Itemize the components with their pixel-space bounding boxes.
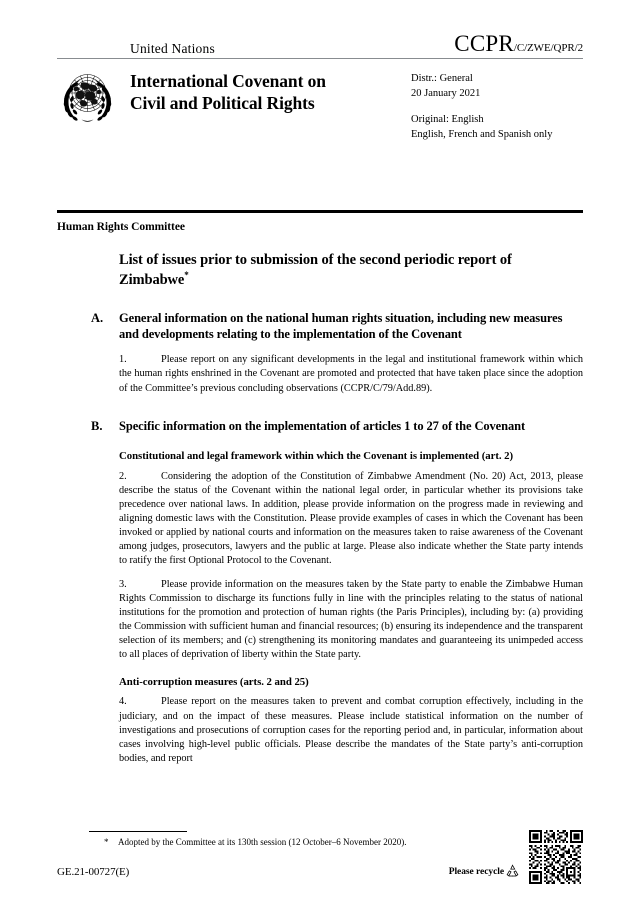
distribution-block: [411, 66, 583, 143]
section-b: [91, 418, 583, 435]
document-symbol-suffix: /C/ZWE/QPR/2: [513, 42, 583, 54]
page-title: [119, 251, 583, 290]
section-a-letter: A.: [91, 310, 104, 325]
page-title-text: List of issues prior to submission of the second periodic report of Zimbabwe: [119, 252, 512, 288]
paragraph-2-text: Considering the adoption of the Constitution of Zimbabwe Amendment (No. 20) Act, 2013, please describe the status of the Covenant within the national legal order, in particular whether its provisions take precedence over national laws. In addition, please provide information on the progress made in reviewing and aligning domestic laws with the Constitution. Please provide examples of cases in which the Covenant has been invoked or applied by national courts and information on the measures taken to raise awareness of the Covenant among judges, prosecutors, lawyers and the public at large. Please also indicate whether the State party intends to ratify the first Optional Protocol to the Covenant.: [119, 470, 583, 567]
ge-number: GE.21-00727(E): [57, 865, 130, 878]
original-language: Original: English: [411, 113, 484, 125]
recycle-icon: [504, 863, 521, 880]
document-symbol-main: CCPR: [454, 31, 514, 56]
paragraph-3-text: Please provide information on the measures taken by the State party to enable the Zimbabwe Human Rights Commission to discharge its functions fully in line with the principles relating to the status of national institutions for the promotion and protection of human rights (the Paris Principles), including by: (a) providing the Commission with sufficient human and financial resources; (b) ensuring its independence and the transparent selection of its members; and (c) strengthening its monitoring mandates and guaranteeing its unimpeded access to all places of deprivation of liberty within the State party.: [119, 578, 583, 661]
footnote-mark: *: [104, 837, 109, 847]
section-a-heading: General information on the national human rights situation, including new measures and developments relating to the implementation of the Covenant: [119, 310, 563, 342]
document-content: [57, 221, 583, 775]
title-footnote-mark: *: [184, 269, 189, 280]
masthead: [57, 33, 583, 143]
paragraph-1-text: Please report on any significant developments in the legal and institutional framework within which the human rights enshrined in the Covenant are promoted and protected that have taken place since the adoption of the Committee’s previous concluding observations (CCPR/C/79/Add.89).: [119, 354, 583, 394]
paragraph-2-number: 2.: [119, 470, 127, 482]
masthead-divider: [57, 58, 583, 59]
subheading-anti-corruption: Anti-corruption measures (arts. 2 and 25): [119, 675, 309, 688]
covenant-title: [130, 66, 411, 143]
paragraph-3: [119, 578, 583, 663]
organization-name: United Nations: [130, 40, 215, 56]
paragraph-2: [119, 470, 583, 569]
paragraph-1: [119, 353, 583, 395]
section-a: [91, 310, 583, 344]
document-symbol: [454, 32, 583, 55]
page-footer: [57, 863, 583, 880]
un-emblem: [57, 68, 118, 124]
paragraph-3-number: 3.: [119, 578, 127, 590]
paragraph-1-number: 1.: [119, 354, 127, 366]
footnote-text: Adopted by the Committee at its 130th session (12 October–6 November 2020).: [118, 837, 407, 847]
paragraph-4: [119, 695, 583, 766]
footnote: [104, 836, 574, 849]
paragraph-4-text: Please report on the measures taken to prevent and combat corruption effectively, including in the judiciary, and on the impact of these measures. Please include statistical information on the number of investigations and prosecutions of corruption cases for the reporting period and, in particular, information about cases involving high-level public officials. Please describe the mandates of the State party’s anti-corruption bodies, and report: [119, 696, 583, 765]
section-b-letter: B.: [91, 418, 103, 433]
covenant-title-line-1: International Covenant on: [130, 71, 326, 91]
committee-name: Human Rights Committee: [57, 221, 185, 233]
footnote-divider: [89, 831, 187, 832]
distribution-date: 20 January 2021: [411, 87, 481, 99]
subheading-constitutional-framework: Constitutional and legal framework within which the Covenant is implemented (art. 2): [119, 449, 514, 462]
recycle-label: Please recycle: [448, 866, 504, 877]
footer-right: [449, 863, 583, 880]
masthead-body: [57, 66, 583, 143]
header-thick-divider: [57, 210, 583, 213]
emblem-container: [57, 66, 130, 143]
masthead-top-row: [57, 33, 583, 56]
paragraph-4-number: 4.: [119, 696, 127, 708]
section-b-heading: Specific information on the implementation of articles 1 to 27 of the Covenant: [119, 418, 526, 433]
qr-code: [529, 830, 583, 884]
covenant-title-line-2: Civil and Political Rights: [130, 93, 315, 114]
languages-note: English, French and Spanish only: [411, 128, 553, 140]
distribution-label: Distr.: General: [411, 73, 473, 84]
distribution-spacer: [411, 102, 583, 113]
